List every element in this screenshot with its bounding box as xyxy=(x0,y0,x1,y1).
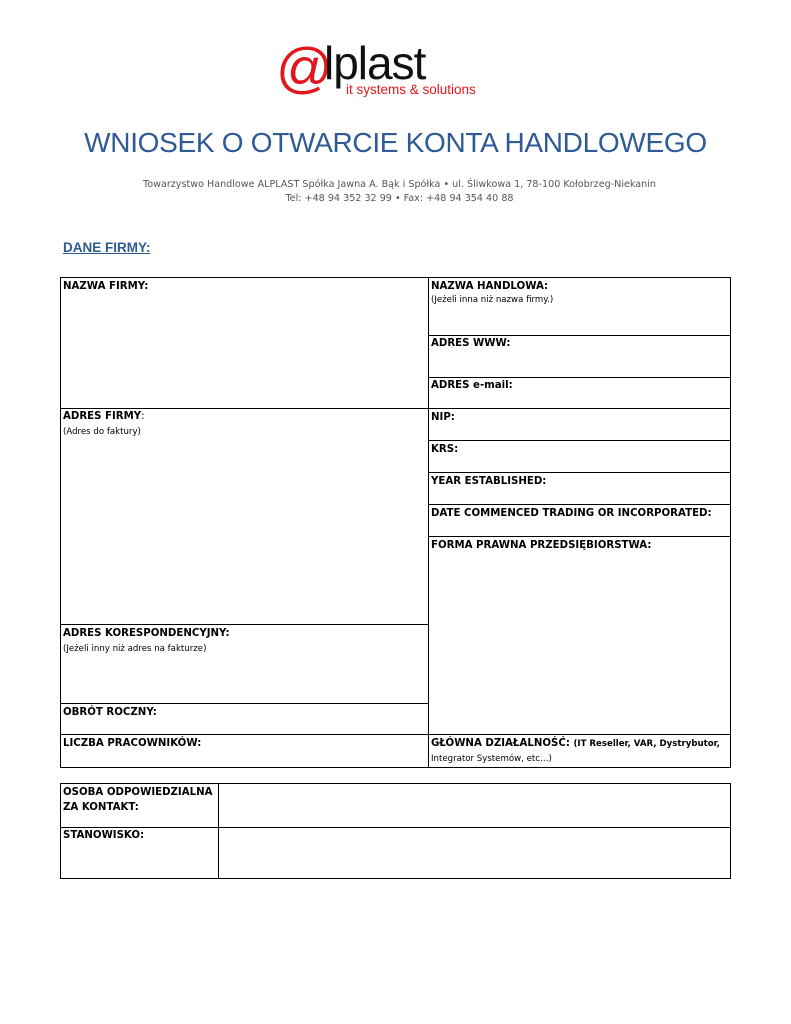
label-krs: KRS: xyxy=(431,444,459,455)
label-email: ADRES e-mail: xyxy=(431,380,513,391)
note-main-activity-1: (IT Reseller, VAR, Dystrybutor, xyxy=(573,739,720,749)
label-main-activity-text: GŁÓWNA DZIAŁALNOŚĆ: xyxy=(431,738,570,749)
label-contact-person-2: ZA KONTAKT: xyxy=(63,802,139,813)
logo-name: lplast xyxy=(324,37,426,89)
company-logo xyxy=(276,38,506,100)
document-title: WNIOSEK O OTWARCIE KONTA HANDLOWEGO xyxy=(84,127,707,158)
logo-tagline: it systems & solutions xyxy=(346,82,476,97)
note-invoice-address: (Adres do faktury) xyxy=(63,427,141,437)
label-website: ADRES WWW: xyxy=(431,338,511,349)
label-company-address xyxy=(63,410,145,424)
label-company-name: NAZWA FIRMY: xyxy=(63,281,149,292)
label-correspondence-address: ADRES KORESPONDENCYJNY: xyxy=(63,628,230,639)
label-employee-count: LICZBA PRACOWNIKÓW: xyxy=(63,738,202,749)
label-contact-person-1: OSOBA ODPOWIEDZIALNA xyxy=(63,787,213,798)
label-nip: NIP: xyxy=(431,412,455,423)
label-trade-name: NAZWA HANDLOWA: xyxy=(431,281,549,292)
label-date-commenced: DATE COMMENCED TRADING OR INCORPORATED: xyxy=(431,508,712,519)
label-year-established: YEAR ESTABLISHED: xyxy=(431,476,547,487)
section-title-company-data: DANE FIRMY: xyxy=(63,240,151,255)
label-main-activity xyxy=(431,737,720,751)
note-trade-name: (Jeżeli inna niż nazwa firmy.) xyxy=(431,295,554,305)
label-annual-turnover: OBRÓT ROCZNY: xyxy=(63,707,157,718)
company-address: Towarzystwo Handlowe ALPLAST Spółka Jawna A. Bąk i Spółka • ul. Śliwkowa 1, 78-100 Kołobrzeg-Niekanin xyxy=(143,179,656,190)
note-correspondence-address: (Jeżeli inny niż adres na fakturze) xyxy=(63,644,207,654)
label-legal-form: FORMA PRAWNA PRZEDSIĘBIORSTWA: xyxy=(431,540,652,551)
logo-at-symbol: @ xyxy=(276,36,333,99)
note-main-activity-2: Integrator Systemów, etc…) xyxy=(431,754,552,764)
company-phone-fax: Tel: +48 94 352 32 99 • Fax: +48 94 354 40 88 xyxy=(285,193,514,204)
label-company-address-text: ADRES FIRMY xyxy=(63,411,142,422)
label-company-address-colon: : xyxy=(141,411,145,422)
label-position: STANOWISKO: xyxy=(63,830,145,841)
